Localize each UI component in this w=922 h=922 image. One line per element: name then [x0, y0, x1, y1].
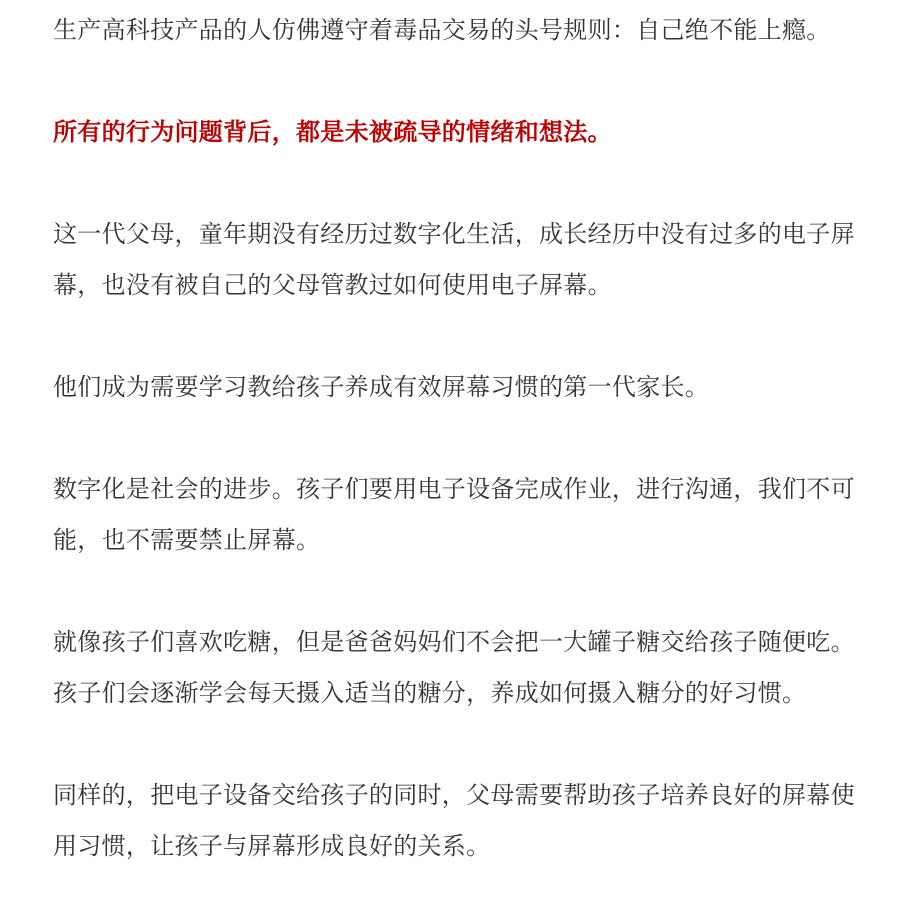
paragraph-first-generation: 他们成为需要学习教给孩子养成有效屏幕习惯的第一代家长。	[53, 373, 710, 401]
paragraph-spacer	[53, 413, 871, 464]
paragraph-spacer	[53, 311, 871, 362]
paragraph-spacer	[53, 566, 871, 617]
paragraph-parents-generation: 这一代父母，童年期没有经历过数字化生活，成长经历中没有过多的电子屏幕，也没有被自己的父母管教过如何使用电子屏幕。	[53, 220, 855, 299]
paragraph-spacer	[53, 719, 871, 770]
paragraph-digital-progress: 数字化是社会的进步。孩子们要用电子设备完成作业，进行沟通，我们不可能，也不需要禁止屏幕。	[53, 475, 855, 554]
highlight-paragraph: 所有的行为问题背后，都是未被疏导的情绪和想法。	[53, 118, 612, 146]
article-body	[53, 5, 871, 872]
paragraph-candy-analogy: 就像孩子们喜欢吃糖，但是爸爸妈妈们不会把一大罐子糖交给孩子随便吃。孩子们会逐渐学会每天摄入适当的糖分，养成如何摄入糖分的好习惯。	[53, 628, 855, 707]
paragraph-rule: 生产高科技产品的人仿佛遵守着毒品交易的头号规则：自己绝不能上瘾。	[53, 16, 831, 44]
paragraph-screen-habits: 同样的，把电子设备交给孩子的同时，父母需要帮助孩子培养良好的屏幕使用习惯，让孩子与屏幕形成良好的关系。	[53, 781, 855, 860]
paragraph-spacer	[53, 56, 871, 107]
paragraph-spacer	[53, 158, 871, 209]
